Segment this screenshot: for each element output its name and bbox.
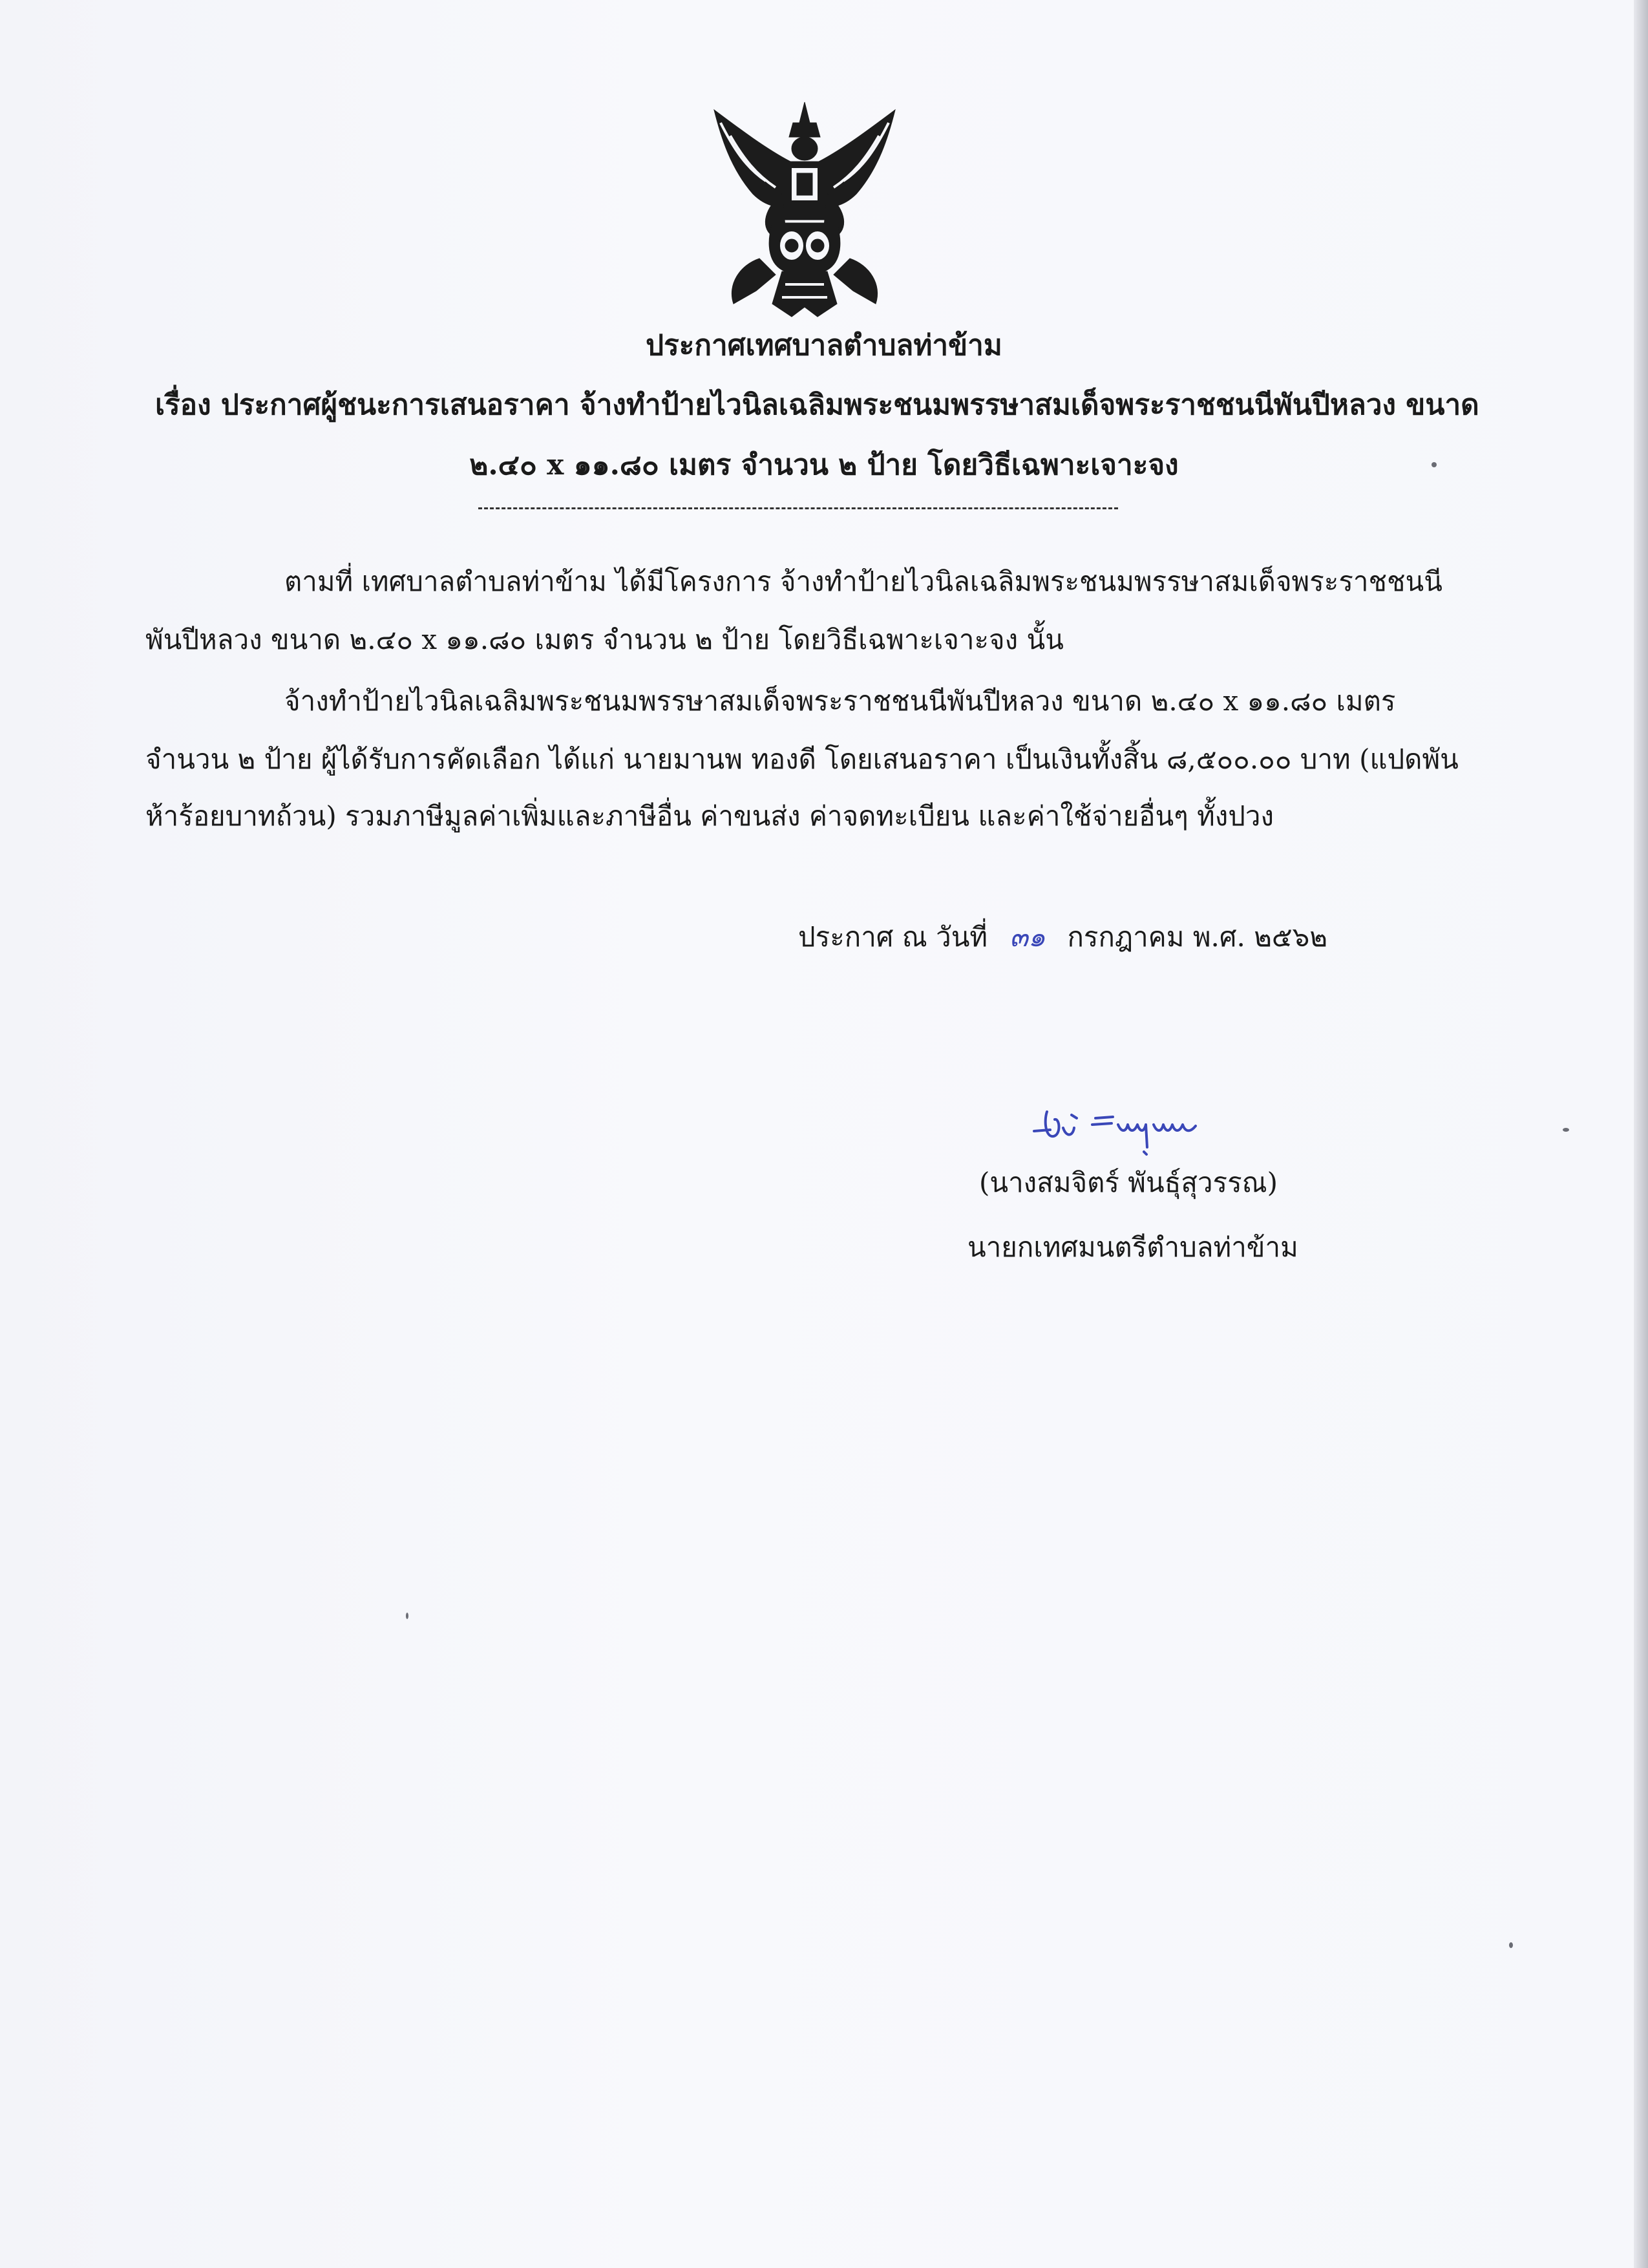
subject-line-1: เรื่อง ประกาศผู้ชนะการเสนอราคา จ้างทำป้ายไวนิลเฉลิมพระชนมพรรษาสมเด็จพระราชชนนีพันปีหลวง ขนาด — [155, 388, 1479, 421]
body-paragraph-1-line-2: พันปีหลวง ขนาด ๒.๔๐ x ๑๑.๘๐ เมตร จำนวน ๒ ป้าย โดยวิธีเฉพาะเจาะจง นั้น — [145, 624, 1064, 655]
scan-speck — [1431, 462, 1437, 467]
announcement-title: ประกาศเทศบาลตำบลท่าข้าม — [646, 329, 1002, 362]
announcement-date — [798, 918, 1327, 957]
body-paragraph-1-line-1: ตามที่ เทศบาลตำบลท่าข้าม ได้มีโครงการ จ้างทำป้ายไวนิลเฉลิมพระชนมพรรษาสมเด็จพระราชชนนี — [284, 566, 1442, 597]
handwritten-signature — [1015, 1092, 1228, 1163]
garuda-emblem-icon — [695, 97, 914, 323]
date-suffix: กรกฎาคม พ.ศ. ๒๕๖๒ — [1067, 921, 1328, 953]
body-paragraph-2-line-1: จ้างทำป้ายไวนิลเฉลิมพระชนมพรรษาสมเด็จพระราชชนนีพันปีหลวง ขนาด ๒.๔๐ x ๑๑.๘๐ เมตร — [284, 685, 1396, 717]
body-paragraph-2-line-3: ห้าร้อยบาทถ้วน) รวมภาษีมูลค่าเพิ่มและภาษีอื่น ค่าขนส่ง ค่าจดทะเบียน และค่าใช้จ่ายอื่นๆ ทั้งปวง — [145, 800, 1274, 832]
date-day-handwritten: ๓๑ — [1009, 923, 1046, 953]
dashed-divider — [478, 507, 1118, 509]
date-prefix: ประกาศ ณ วันที่ — [798, 921, 988, 953]
scan-speck — [1563, 1128, 1569, 1132]
signer-position: นายกเทศมนตรีตำบลท่าข้าม — [967, 1231, 1298, 1263]
signer-name: (นางสมจิตร์ พันธุ์สุวรรณ) — [979, 1167, 1278, 1198]
subject-line-2: ๒.๔๐ x ๑๑.๘๐ เมตร จำนวน ๒ ป้าย โดยวิธีเฉพาะเจาะจง — [469, 449, 1179, 482]
scan-speck — [1509, 1942, 1513, 1948]
scan-speck — [406, 1613, 408, 1619]
body-paragraph-2-line-2: จำนวน ๒ ป้าย ผู้ได้รับการคัดเลือก ได้แก่ นายมานพ ทองดี โดยเสนอราคา เป็นเงินทั้งสิ้น ๘,๕๐๐.๐๐ บาท (แปดพัน — [145, 743, 1459, 775]
